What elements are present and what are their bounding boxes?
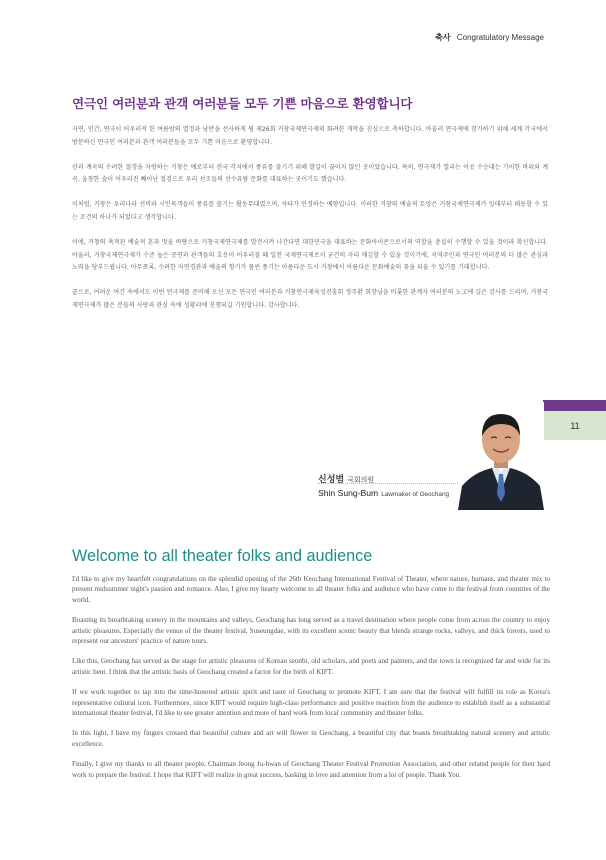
- english-paragraph: Boasting its breathtaking scenery in the mountains and valleys, Geochang has long served as a travel destination where people come from across the country to enjoy artistic pleasures. Especially the venue of the theater festival, Suseungdae, with its excellent scenic beauty that blends strange rocks, valleys, and thick forests, used to represent our ancestors' practice of nature tours.: [72, 616, 550, 646]
- english-paragraph: I'd like to give my heartfelt congratulations on the splendid opening of the 26th Keochang International Festival of Theater, where nature, humans, and theater mix to present midsummer night's passion and romance. Also, I give my hearty welcome to all theater folks and audience who have come to the festival from countries of the world.: [72, 575, 550, 604]
- signer-name-english: Shin Sung-Bum: [318, 488, 379, 498]
- signer-role-english: Lawmaker of Geochang: [381, 491, 450, 498]
- english-paragraph: If we work together to tap into the time-honored artistic spirit and taste of Geochang to promote KIFT, I am sure that the festival will fulfill its role as Korea's representative cultural icon. Furthermore, since KIFT would require high-class performance and positive reaction from the audience to establish itself as a substantial international theater festival, I'd like to see greater attention and more of hard work from local community and theater folks.: [72, 688, 550, 718]
- portrait-illustration: [458, 402, 544, 510]
- korean-title: 연극인 여러분과 관객 여러분들 모두 기쁜 마음으로 환영합니다: [72, 96, 413, 111]
- english-title: Welcome to all theater folks and audience: [72, 547, 373, 565]
- header-korean: 축사: [435, 33, 451, 42]
- signature-divider: [318, 483, 458, 484]
- korean-paragraph: 이처럼, 거창은 우리나라 선비와 시인묵객들이 풍류를 즐기는 활동무대였으며, 자타가 인정하는 예향입니다. 이러한 거창의 예술적 토양은 거창국제연극제가 잉태부터 태동할 수 있는 조건의 하나가 되었다고 생각합니다.: [72, 201, 548, 221]
- english-paragraph: Like this, Geochang has served as the stage for artistic pleasures of Korean seonbi, old scholars, and poets and painters, and the town is recognized far and wide for its artistic bent. I think that the artistic basis of Geochang created a factor for the birth of KIFT.: [72, 657, 550, 676]
- portrait-photo: [458, 402, 544, 510]
- header-english: Congratulatory Message: [456, 33, 544, 42]
- page-number: 11: [544, 411, 606, 440]
- page-header: [435, 32, 544, 43]
- signer-name-korean: 신성범: [318, 475, 345, 485]
- signature-english: [318, 488, 449, 498]
- korean-paragraph: 자연, 인간, 연극이 어우러져 한 여름밤의 열정과 낭만을 선사하게 될 제26회 거창국제연극제의 화려한 개막을 진심으로 축하합니다. 아울러 연극제에 참가하기 위해 세계 각국에서 방문하신 연극인 여러분과 관객 여러분들을 모두 기쁜 마음으로 환영합니다.: [72, 126, 548, 146]
- korean-paragraph: 산과 계곡의 수려한 절경을 자랑하는 거창은 예로부터 전국 각지에서 풍류를 즐기기 위해 발길이 끊이지 않던 곳이었습니다. 특히, 연극제가 열리는 이곳 수승대는 기이한 바위와 계곡, 울창한 숲이 어우러진 빼어난 절경으로 우리 선조들의 선수유람 문화를 대표하는 곳이기도 했습니다.: [72, 163, 548, 184]
- page-tab-accent: [543, 400, 606, 411]
- korean-paragraph: 끝으로, 어려운 여건 속에서도 이번 연극제를 준비해 오신 모든 연극인 여러분과 거창연극제육성진흥회 정주환 회장님을 비롯한 관계자 여러분의 노고에 깊은 감사를 드리며, 거창국제연극제가 많은 분들의 사랑과 관심 속에 성황리에 진행되길 기원합니다. 감사합니다.: [72, 289, 548, 309]
- korean-body: [72, 124, 548, 325]
- english-paragraph: Finally, I give my thanks to all theater people, Chairman Jeong Ju-hwan of Geochang Theater Festival Promotion Association, and other related people for their hard work to prepare the festival. I hope that KIFT will realize in great success, basking in love and attention from a lot of people. Thank You.: [72, 760, 550, 779]
- korean-paragraph: 이에, 거창의 축적된 예술적 혼과 멋을 바탕으로 거창국제연극제를 발전시켜 나간다면 대한민국을 대표하는 문화아이콘으로서의 역할을 충실히 수행할 수 있을 것이라 확신합니다. 아울러, 거창국제연극제가 수준 높은 공연과 관객들의 호응이 어우러질 때 일천 국제연극제로서 굳건히 자리 매김할 수 있을 것이기에, 지역주민과 연극인 여러분의 더 많은 관심과 노력을 당부드립니다. 아무쪼록, 수려한 자연경관과 예술의 향기가 물씬 풍기는 아름다운 도시 거창에서 아름다운 문화예술의 꽃을 피울 수 있기를 기대합니다.: [72, 238, 548, 272]
- english-body: [72, 574, 550, 790]
- signer-role-korean: 국회의원: [347, 476, 375, 484]
- english-paragraph: In this light, I have my fingers crossed that beautiful culture and art will flower in Geochang, a beautiful city that boasts breathtaking natural scenery and artistic excellence.: [72, 729, 550, 748]
